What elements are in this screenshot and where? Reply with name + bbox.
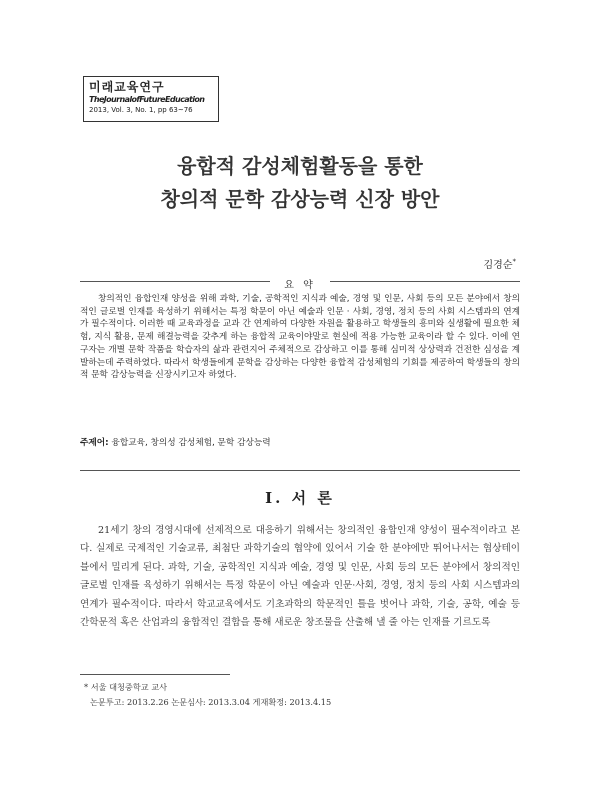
footnote-rule	[80, 674, 230, 675]
journal-name: 미래교육연구	[89, 80, 165, 94]
keywords-label: 주제어:	[80, 438, 109, 448]
abstract-bottom-rule	[80, 470, 520, 471]
author-footnote-mark: *	[512, 257, 516, 266]
paper-title-line1: 융합적 감성체험활동을 통한	[177, 154, 423, 178]
journal-volume-info: 2013, Vol. 3, No. 1, pp 63~76	[89, 106, 193, 114]
abstract-heading: 요 약	[270, 276, 330, 291]
paper-title-line2: 창의적 문학 감상능력 신장 방안	[160, 187, 440, 211]
section-title: Ⅰ. 서 론	[265, 489, 335, 507]
footnote-affiliation: * 서울 대청중학교 교사	[84, 682, 168, 692]
body-paragraph: 21세기 창의 경영시대에 선제적으로 대응하기 위해서는 창의적인 융합인재 양성이 필수적이라고 본다. 실제로 국제적인 기술교류, 최첨단 과학기술의 협약에 있어서 기술 한 분야에만 뛰어나서는 협상테이블에서 밀리게 된다. 과학, 기술, 공학적인 지식과 예술, 경영 및 인문, 사회 등의 모든 분야에서 창의적인 글로벌 인재를 육성하기 위해서는 특정 학문이 아닌 예술과 인문·사회, 경영, 정치 등의 사회 시스템과의 연계가 필수적이다. 따라서 학교교육에서도 기초과학의 학문적인 틀을 벗어나 과학, 기술, 공학, 예술 등 간학문적 혹은 산업과의 융합적인 결합을 통해 새로운 창조물을 산출해 낼 줄 아는 인재를 기르도록	[80, 525, 520, 629]
journal-info-box	[83, 76, 219, 122]
journal-name-english: TheJournalofFutureEducation	[89, 95, 205, 104]
abstract-body: 창의적인 융합인재 양성을 위해 과학, 기술, 공학적인 지식과 예술, 경영 및 인문, 사회 등의 모든 분야에서 창의적인 글로벌 인재를 육성하기 위해서는 특정 학문이 아닌 예술과 인문 · 사회, 경영, 정치 등의 사회 시스템과의 연계가 필수적이다. 이러한 때 교육과정을 교과 간 연계하여 다양한 자원을 활용하고 학생들의 흥미와 실생활에 필요한 체험, 지식 활용, 문제 해결능력을 갖추게 하는 융합적 교육이야말로 현실에 적용 가능한 교육이라 할 수 있다. 이에 연구자는 개별 문학 작품을 학습자의 삶과 관련지어 주체적으로 감상하고 이를 통해 심미적 상상력과 건전한 심성을 계발하는데 주력하였다. 따라서 학생들에게 문학을 감상하는 다양한 융합적 감성체험의 기회를 제공하여 학생들의 창의적 문학 감상능력을 신장시키고자 하였다.	[80, 294, 520, 381]
author-name: 김경순	[483, 260, 513, 271]
footnote	[84, 680, 524, 710]
keywords-list: 융합교육, 창의성 감성체험, 문학 감상능력	[111, 438, 271, 448]
keywords	[80, 436, 520, 448]
author	[484, 256, 516, 271]
footnote-dates: 논문투고: 2013.2.26 논문심사: 2013.3.04 게재확정: 2013.4.15	[90, 697, 332, 707]
